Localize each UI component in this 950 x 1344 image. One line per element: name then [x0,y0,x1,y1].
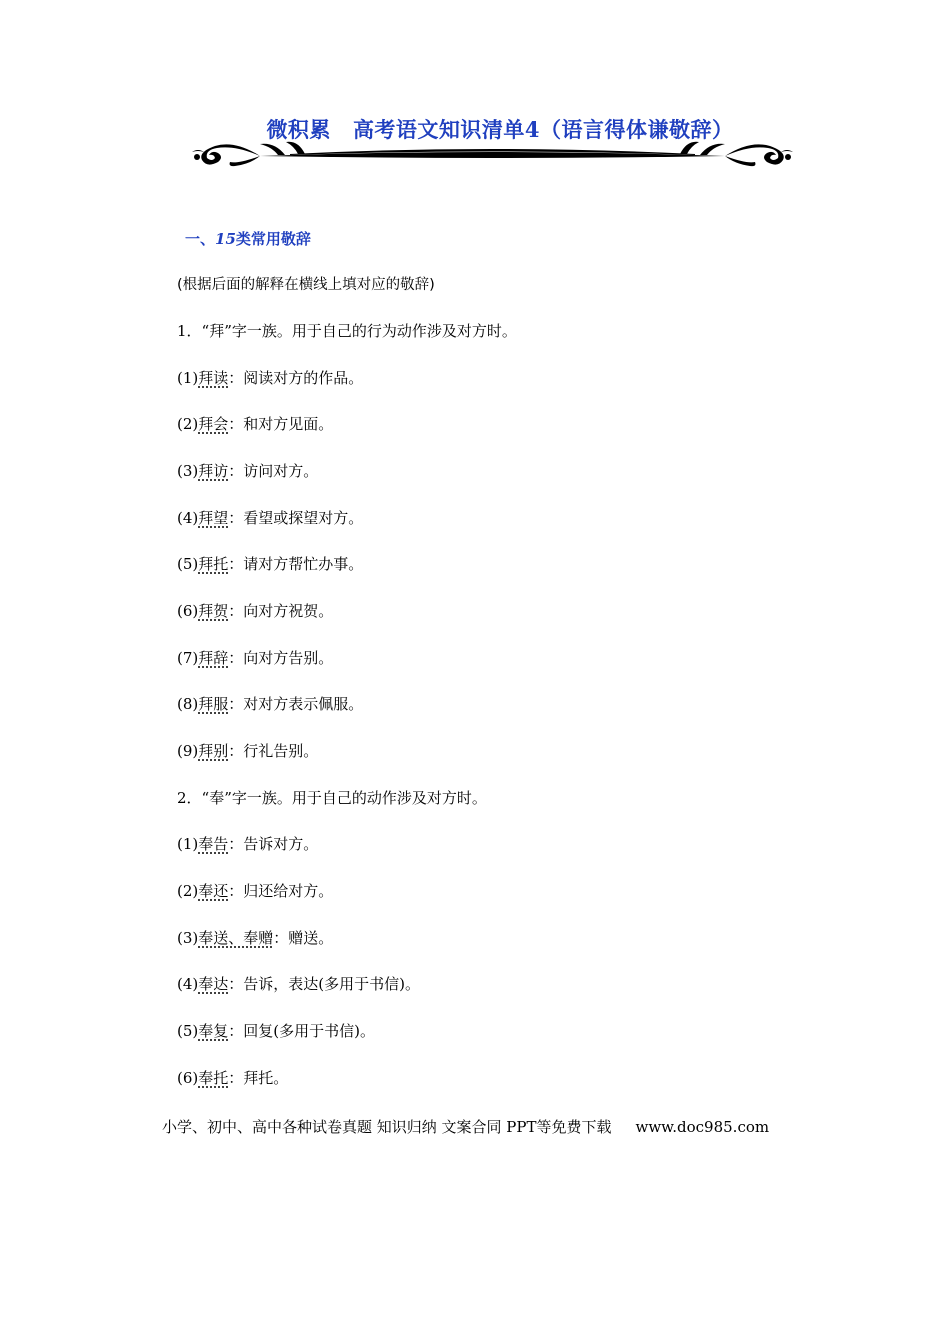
honorific-term: 拜辞 [198,649,229,667]
page-footer [162,1116,769,1137]
footer-text: 小学、初中、高中各种试卷真题 知识归纳 文案合同 PPT等免费下载 [162,1118,612,1136]
honorific-term: 奉托 [198,1069,229,1087]
title-part-1: 微积累 [266,117,331,142]
honorific-term: 拜读 [198,369,229,387]
honorific-term: 奉达 [198,975,229,993]
list-item: (2)拜会：和对方见面。 [177,415,334,433]
section-heading: 一、15类常用敬辞 [185,230,311,248]
list-item: (3)奉送、奉赠：赠送。 [177,929,334,947]
group-1-heading: 1．“拜”字一族。用于自己的行为动作涉及对方时。 [177,322,517,340]
list-item: (5)奉复：回复(多用于书信)。 [177,1022,375,1040]
list-item: (4)拜望：看望或探望对方。 [177,509,364,527]
honorific-term: 拜访 [198,462,229,480]
list-item: (1)奉告：告诉对方。 [177,835,319,853]
list-item: (3)拜访：访问对方。 [177,462,319,480]
instruction-note: (根据后面的解释在横线上填对应的敬辞) [177,277,435,293]
honorific-term: 奉复 [198,1022,229,1040]
honorific-term: 拜服 [198,695,229,713]
list-item: (2)奉还：归还给对方。 [177,882,334,900]
honorific-term: 奉送、奉赠 [198,929,274,947]
list-item: (5)拜托：请对方帮忙办事。 [177,555,364,573]
honorific-term: 拜望 [198,509,229,527]
footer-url: www.doc985.com [635,1118,770,1136]
honorific-term: 拜贺 [198,602,229,620]
list-item: (7)拜辞：向对方告别。 [177,649,334,667]
honorific-term: 拜会 [198,415,229,433]
list-item: (6)奉托：拜托。 [177,1069,289,1087]
list-item: (8)拜服：对对方表示佩服。 [177,695,364,713]
title-ornament-divider [190,130,795,174]
group-2-heading: 2．“奉”字一族。用于自己的动作涉及对方时。 [177,789,487,807]
honorific-term: 拜托 [198,555,229,573]
list-item: (1)拜读：阅读对方的作品。 [177,369,364,387]
honorific-term: 奉告 [198,835,229,853]
list-item: (4)奉达：告诉，表达(多用于书信)。 [177,975,420,993]
title-part-2: 高考语文知识清单4（语言得体谦敬辞） [352,117,734,142]
honorific-term: 拜别 [198,742,229,760]
list-item: (6)拜贺：向对方祝贺。 [177,602,334,620]
list-item: (9)拜别：行礼告别。 [177,742,319,760]
honorific-term: 奉还 [198,882,229,900]
